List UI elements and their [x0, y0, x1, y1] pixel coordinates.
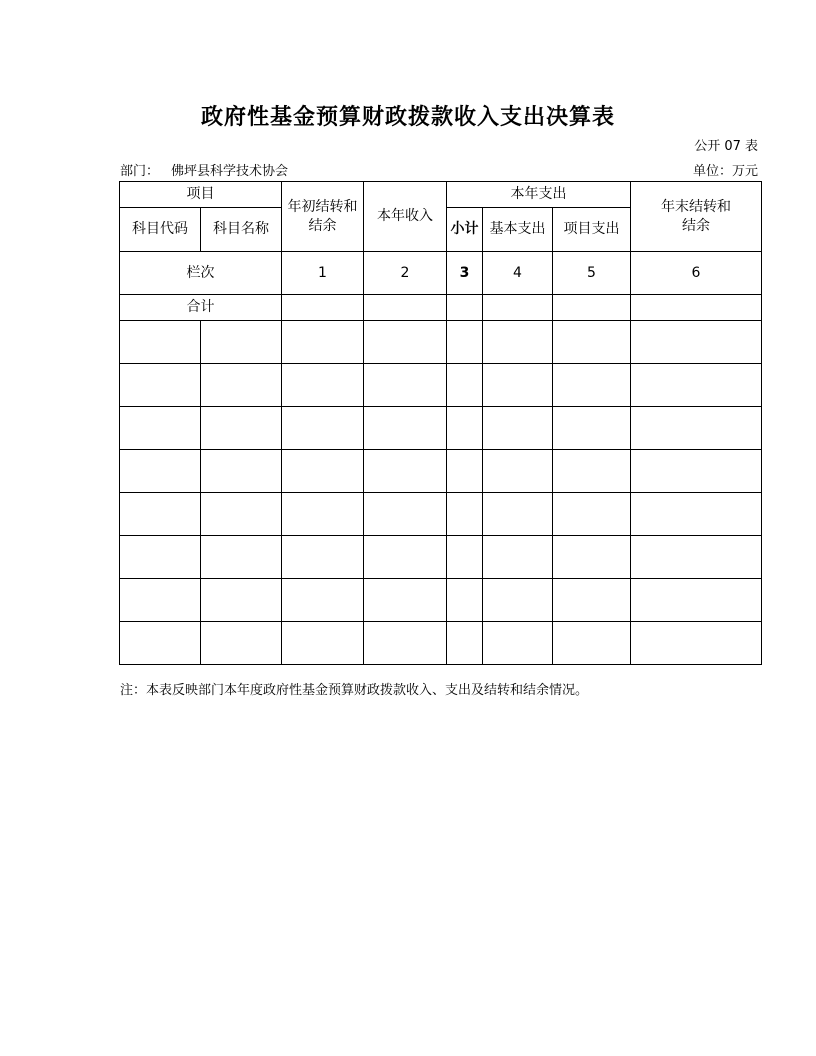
table-cell [201, 450, 282, 493]
total-cell [447, 295, 483, 321]
table-cell [364, 579, 447, 622]
table-cell [631, 450, 762, 493]
table-row [120, 579, 762, 622]
table-cell [483, 450, 553, 493]
table-row [120, 321, 762, 364]
table-cell [631, 321, 762, 364]
table-cell [282, 321, 364, 364]
table-row [120, 407, 762, 450]
header-current-income: 本年收入 [364, 182, 447, 252]
table-cell [447, 364, 483, 407]
table-cell [553, 536, 631, 579]
table-cell [483, 407, 553, 450]
table-cell [483, 493, 553, 536]
table-cell [553, 450, 631, 493]
table-cell [201, 407, 282, 450]
budget-table [119, 181, 762, 665]
table-cell [447, 493, 483, 536]
column-index-1: 1 [282, 252, 364, 295]
table-cell [282, 536, 364, 579]
table-cell [631, 493, 762, 536]
footnote: 注：本表反映部门本年度政府性基金预算财政拨款收入、支出及结转和结余情况。 [120, 683, 589, 698]
table-cell [282, 407, 364, 450]
page-title: 政府性基金预算财政拨款收入支出决算表 [200, 105, 615, 130]
table-cell [201, 536, 282, 579]
table-cell [553, 493, 631, 536]
table-cell [447, 407, 483, 450]
table-cell [364, 321, 447, 364]
column-index-5: 5 [553, 252, 631, 295]
table-cell [631, 407, 762, 450]
table-row [120, 622, 762, 665]
total-cell [483, 295, 553, 321]
table-cell [553, 321, 631, 364]
table-cell [483, 622, 553, 665]
table-cell [282, 364, 364, 407]
header-closing-balance [631, 182, 762, 252]
table-cell [483, 536, 553, 579]
table-cell [120, 450, 201, 493]
total-label: 合计 [120, 295, 282, 321]
header-current-expense: 本年支出 [447, 182, 631, 208]
form-number: 公开 07 表 [694, 139, 758, 154]
table-cell [282, 493, 364, 536]
header-subtotal: 小计 [447, 208, 483, 252]
header-subject-code: 科目代码 [120, 208, 201, 252]
table-cell [483, 321, 553, 364]
header-opening-balance-text: 年初结转和结余 [287, 198, 358, 234]
total-cell [282, 295, 364, 321]
table-row [120, 364, 762, 407]
table-cell [364, 450, 447, 493]
department-label: 部门： [120, 164, 160, 179]
table-cell [483, 364, 553, 407]
table-row [120, 450, 762, 493]
table-cell [120, 536, 201, 579]
header-closing-balance-text: 年末结转和结余 [661, 198, 731, 234]
table-cell [282, 450, 364, 493]
table-row [120, 536, 762, 579]
column-index-label: 栏次 [120, 252, 282, 295]
department-line [120, 160, 288, 179]
header-subject-name: 科目名称 [201, 208, 282, 252]
table-cell [483, 579, 553, 622]
table-cell [553, 622, 631, 665]
table-cell [631, 622, 762, 665]
table-cell [447, 450, 483, 493]
table-cell [201, 622, 282, 665]
table-cell [447, 579, 483, 622]
unit-label: 单位：万元 [692, 164, 758, 179]
table-cell [364, 622, 447, 665]
total-cell [364, 295, 447, 321]
table-cell [631, 536, 762, 579]
column-index-3: 3 [447, 252, 483, 295]
table-cell [447, 536, 483, 579]
table-cell [447, 321, 483, 364]
table-row [120, 493, 762, 536]
table-cell [201, 579, 282, 622]
table-cell [553, 407, 631, 450]
table-cell [364, 536, 447, 579]
column-index-2: 2 [364, 252, 447, 295]
table-cell [120, 622, 201, 665]
table-cell [364, 364, 447, 407]
table-cell [201, 364, 282, 407]
table-cell [201, 493, 282, 536]
table-cell [201, 321, 282, 364]
column-index-6: 6 [631, 252, 762, 295]
table-cell [282, 579, 364, 622]
department-value: 佛坪县科学技术协会 [171, 164, 289, 179]
table-cell [631, 364, 762, 407]
table-cell [364, 493, 447, 536]
header-basic-expense: 基本支出 [483, 208, 553, 252]
header-project-expense: 项目支出 [553, 208, 631, 252]
table-cell [282, 622, 364, 665]
table-cell [553, 579, 631, 622]
total-cell [553, 295, 631, 321]
table-cell [120, 493, 201, 536]
table-cell [553, 364, 631, 407]
table-cell [120, 321, 201, 364]
table-cell [631, 579, 762, 622]
table-cell [120, 579, 201, 622]
table-cell [364, 407, 447, 450]
table-cell [120, 407, 201, 450]
total-cell [631, 295, 762, 321]
header-project: 项目 [120, 182, 282, 208]
table-cell [447, 622, 483, 665]
table-cell [120, 364, 201, 407]
column-index-4: 4 [483, 252, 553, 295]
header-opening-balance [282, 182, 364, 252]
